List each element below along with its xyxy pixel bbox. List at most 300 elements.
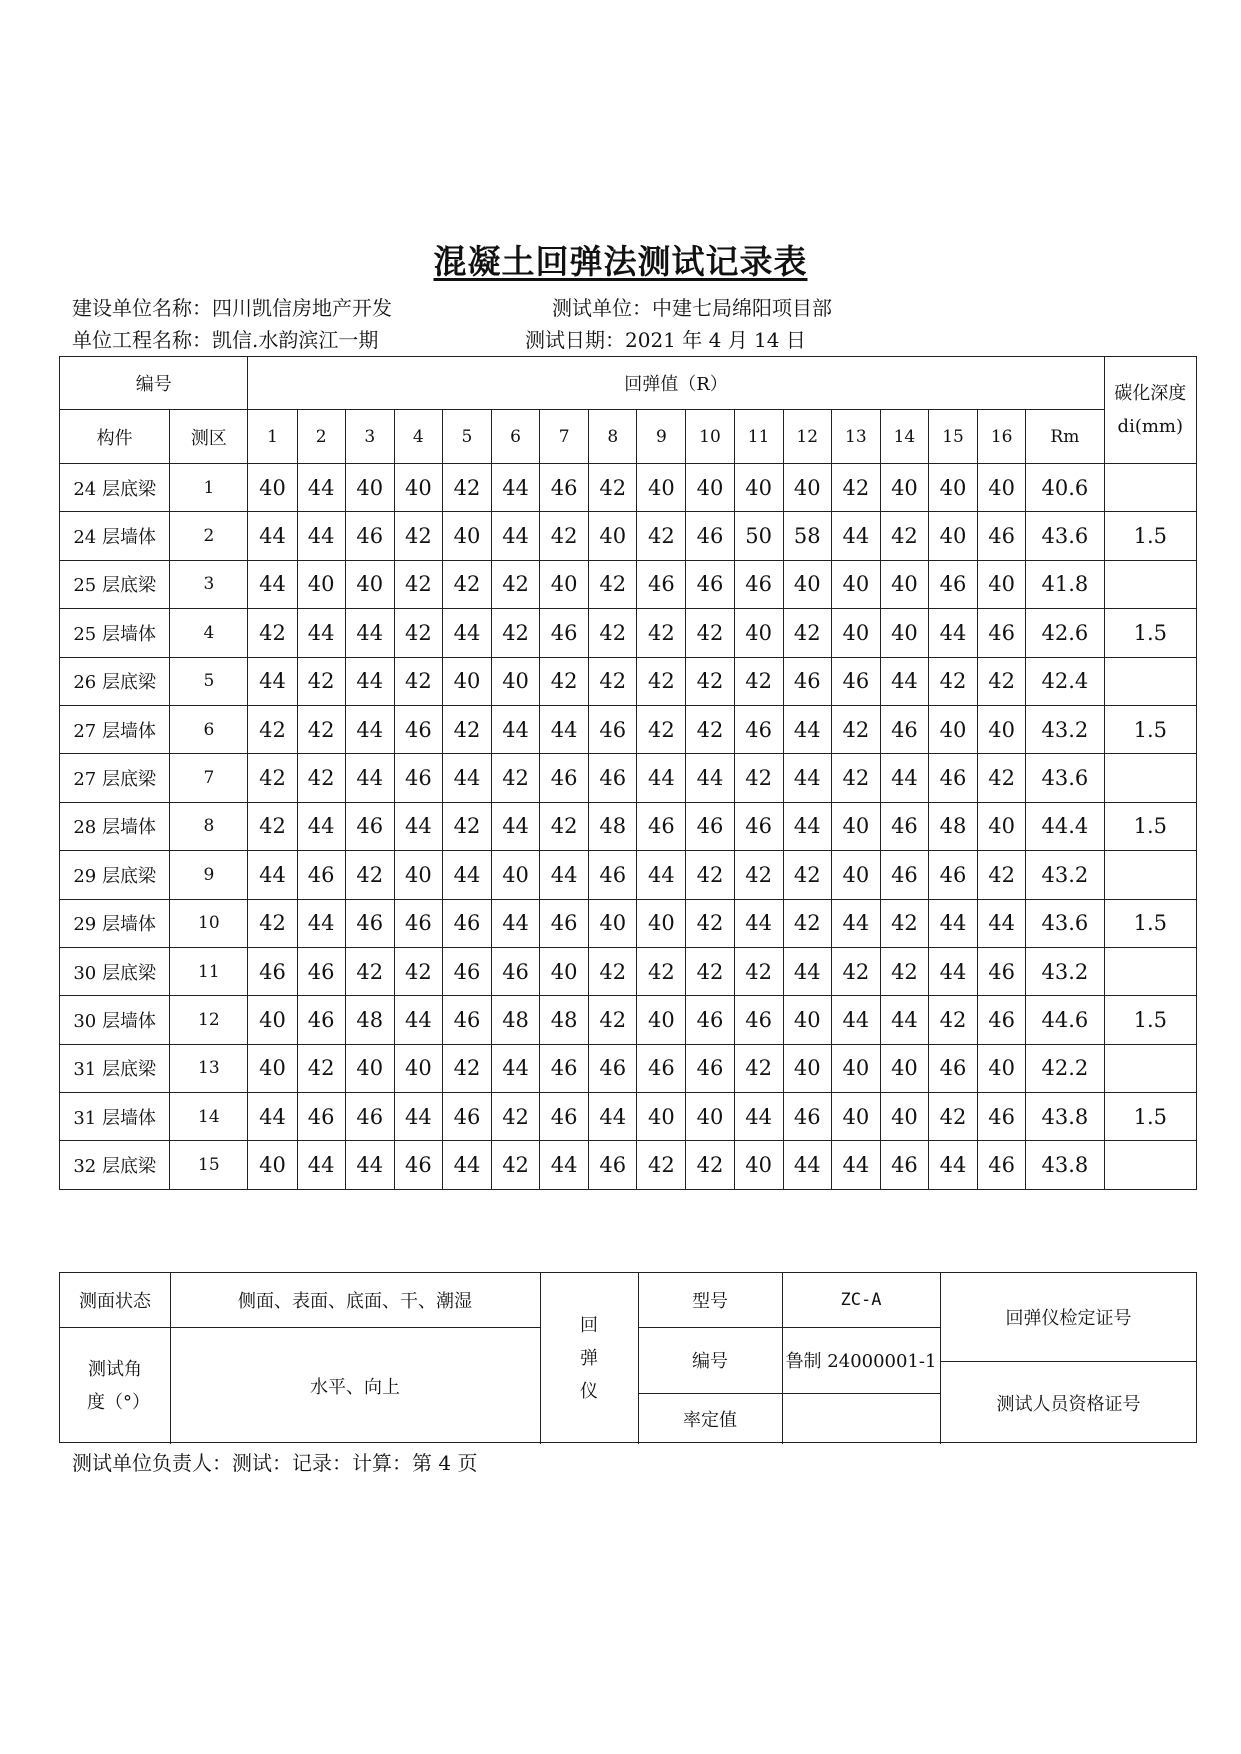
zone-cell: 11	[170, 947, 248, 995]
test-date-value: 2021 年 4 月 14 日	[625, 328, 806, 352]
value-cell: 46	[345, 1093, 394, 1141]
header-point-8: 8	[589, 410, 637, 464]
value-cell: 42	[297, 705, 345, 753]
value-cell: 42	[783, 899, 831, 947]
value-cell: 44	[248, 512, 297, 560]
component-cell: 24 层底梁	[60, 464, 170, 512]
test-unit-value: 中建七局绵阳项目部	[652, 296, 832, 320]
header-rm	[1026, 410, 1104, 464]
table-row	[60, 1044, 1197, 1092]
header-point-2: 2	[297, 410, 345, 464]
value-cell: 46	[248, 947, 297, 995]
value-cell: 46	[589, 1141, 637, 1189]
zone-cell: 7	[170, 754, 248, 802]
test-unit-info	[552, 292, 832, 321]
rm-cell: 42.4	[1026, 657, 1104, 705]
tester-cert-label: 测试人员资格证号	[996, 1393, 1141, 1415]
carbonation-cell	[1104, 1141, 1196, 1189]
value-cell: 44	[880, 754, 928, 802]
zone-cell: 5	[170, 657, 248, 705]
value-cell: 42	[978, 851, 1026, 899]
value-cell: 40	[978, 705, 1026, 753]
value-cell: 40	[831, 609, 880, 657]
value-cell: 40	[686, 1093, 734, 1141]
value-cell: 44	[442, 754, 491, 802]
value-cell: 40	[734, 464, 783, 512]
value-cell: 40	[978, 560, 1026, 608]
value-cell: 46	[637, 560, 686, 608]
value-cell: 42	[442, 1044, 491, 1092]
value-cell: 44	[880, 657, 928, 705]
value-cell: 44	[589, 1093, 637, 1141]
value-cell: 42	[589, 560, 637, 608]
value-cell: 42	[928, 657, 977, 705]
value-cell: 46	[297, 851, 345, 899]
table-row	[60, 754, 1197, 802]
value-cell: 42	[589, 657, 637, 705]
value-cell: 42	[686, 851, 734, 899]
value-cell: 46	[540, 1044, 589, 1092]
test-angle-label	[60, 1327, 170, 1444]
value-cell: 44	[783, 802, 831, 850]
value-cell: 40	[831, 1093, 880, 1141]
header-point-6: 6	[492, 410, 540, 464]
value-cell: 42	[248, 802, 297, 850]
test-unit-label: 测试单位：	[552, 296, 652, 320]
value-cell: 42	[492, 754, 540, 802]
value-cell: 42	[248, 609, 297, 657]
value-cell: 44	[248, 1093, 297, 1141]
value-cell: 40	[686, 464, 734, 512]
value-cell: 42	[297, 754, 345, 802]
client-info	[72, 292, 392, 321]
carbonation-cell: 1.5	[1104, 899, 1196, 947]
value-cell: 40	[637, 899, 686, 947]
value-cell: 44	[492, 802, 540, 850]
value-cell: 46	[394, 899, 442, 947]
rm-cell: 42.2	[1026, 1044, 1104, 1092]
table-row	[60, 851, 1197, 899]
hammer-label-text: 回弹仪	[580, 1315, 598, 1402]
value-cell: 46	[978, 996, 1026, 1044]
component-cell: 28 层墙体	[60, 802, 170, 850]
value-cell: 46	[637, 1044, 686, 1092]
rm-cell: 43.2	[1026, 705, 1104, 753]
value-cell: 40	[492, 657, 540, 705]
value-cell: 40	[248, 464, 297, 512]
table-row	[60, 512, 1197, 560]
value-cell: 46	[734, 802, 783, 850]
value-cell: 44	[492, 464, 540, 512]
value-cell: 46	[442, 899, 491, 947]
value-cell: 42	[442, 705, 491, 753]
value-cell: 42	[492, 1141, 540, 1189]
footer-info-box	[59, 1272, 1197, 1443]
rm-cell: 43.8	[1026, 1093, 1104, 1141]
component-cell: 27 层墙体	[60, 705, 170, 753]
value-cell: 42	[492, 609, 540, 657]
value-cell: 40	[880, 1044, 928, 1092]
rm-cell: 43.2	[1026, 851, 1104, 899]
value-cell: 46	[686, 1044, 734, 1092]
zone-cell: 8	[170, 802, 248, 850]
carbonation-cell	[1104, 754, 1196, 802]
value-cell: 42	[297, 657, 345, 705]
zone-cell: 14	[170, 1093, 248, 1141]
serial-label: 编号	[692, 1351, 728, 1372]
value-cell: 44	[492, 1044, 540, 1092]
table-row	[60, 609, 1197, 657]
value-cell: 40	[540, 560, 589, 608]
value-cell: 42	[686, 609, 734, 657]
header-component: 构件	[60, 410, 170, 464]
carbonation-cell	[1104, 1044, 1196, 1092]
value-cell: 42	[734, 754, 783, 802]
header-carbonation-text: 碳化深度di(mm)	[1114, 383, 1187, 437]
value-cell: 40	[978, 464, 1026, 512]
header-point-5: 5	[442, 410, 491, 464]
value-cell: 44	[297, 609, 345, 657]
value-cell: 40	[978, 802, 1026, 850]
value-cell: 44	[783, 947, 831, 995]
model-label: 型号	[692, 1291, 728, 1312]
value-cell: 46	[394, 1141, 442, 1189]
value-cell: 42	[686, 705, 734, 753]
surface-state-label: 测面状态	[79, 1291, 151, 1312]
value-cell: 40	[637, 996, 686, 1044]
value-cell: 46	[297, 996, 345, 1044]
value-cell: 40	[928, 464, 977, 512]
value-cell: 46	[928, 560, 977, 608]
carbonation-cell	[1104, 947, 1196, 995]
value-cell: 40	[248, 1044, 297, 1092]
table-row	[60, 1141, 1197, 1189]
value-cell: 46	[540, 1093, 589, 1141]
value-cell: 40	[345, 560, 394, 608]
value-cell: 44	[540, 1141, 589, 1189]
carbonation-cell	[1104, 464, 1196, 512]
value-cell: 44	[297, 1141, 345, 1189]
header-point-1: 1	[248, 410, 297, 464]
value-cell: 46	[978, 1141, 1026, 1189]
zone-cell: 12	[170, 996, 248, 1044]
component-cell: 26 层底梁	[60, 657, 170, 705]
value-cell: 46	[540, 754, 589, 802]
calibration-label: 率定值	[683, 1409, 737, 1431]
calibration-value	[782, 1393, 940, 1444]
value-cell: 48	[345, 996, 394, 1044]
value-cell: 58	[783, 512, 831, 560]
component-cell: 29 层底梁	[60, 851, 170, 899]
value-cell: 42	[589, 996, 637, 1044]
rm-cell: 44.6	[1026, 996, 1104, 1044]
serial-value: 鲁制 24000001-1	[785, 1351, 937, 1372]
value-cell: 44	[345, 657, 394, 705]
component-cell: 30 层底梁	[60, 947, 170, 995]
header-rebound: 回弹值（R）	[248, 357, 1104, 410]
value-cell: 40	[880, 609, 928, 657]
value-cell: 42	[637, 609, 686, 657]
component-cell: 32 层底梁	[60, 1141, 170, 1189]
project-label: 单位工程名称：	[72, 328, 212, 352]
value-cell: 44	[442, 609, 491, 657]
value-cell: 42	[540, 657, 589, 705]
value-cell: 42	[345, 851, 394, 899]
value-cell: 40	[783, 996, 831, 1044]
value-cell: 42	[928, 996, 977, 1044]
value-cell: 44	[637, 851, 686, 899]
value-cell: 46	[686, 996, 734, 1044]
zone-cell: 13	[170, 1044, 248, 1092]
value-cell: 42	[637, 657, 686, 705]
value-cell: 42	[880, 899, 928, 947]
value-cell: 42	[442, 802, 491, 850]
value-cell: 46	[297, 947, 345, 995]
value-cell: 42	[686, 947, 734, 995]
zone-cell: 3	[170, 560, 248, 608]
value-cell: 44	[492, 512, 540, 560]
value-cell: 46	[442, 947, 491, 995]
value-cell: 44	[978, 899, 1026, 947]
value-cell: 40	[880, 560, 928, 608]
zone-cell: 4	[170, 609, 248, 657]
value-cell: 40	[540, 947, 589, 995]
value-cell: 42	[978, 657, 1026, 705]
value-cell: 46	[734, 560, 783, 608]
value-cell: 44	[880, 996, 928, 1044]
component-cell: 27 层底梁	[60, 754, 170, 802]
value-cell: 46	[492, 947, 540, 995]
value-cell: 44	[297, 802, 345, 850]
component-cell: 31 层墙体	[60, 1093, 170, 1141]
header-point-14: 14	[880, 410, 928, 464]
header-point-12: 12	[783, 410, 831, 464]
table-row	[60, 464, 1197, 512]
test-angle-value: 水平、向上	[310, 1376, 400, 1398]
value-cell: 42	[978, 754, 1026, 802]
header-point-13: 13	[831, 410, 880, 464]
value-cell: 40	[345, 464, 394, 512]
value-cell: 48	[589, 802, 637, 850]
value-cell: 44	[540, 705, 589, 753]
value-cell: 42	[394, 609, 442, 657]
value-cell: 40	[442, 512, 491, 560]
rm-cell: 43.6	[1026, 899, 1104, 947]
test-angle-label-text: 测试角度（°）	[87, 1358, 150, 1413]
value-cell: 42	[831, 754, 880, 802]
value-cell: 42	[880, 512, 928, 560]
value-cell: 46	[686, 560, 734, 608]
value-cell: 42	[686, 1141, 734, 1189]
value-cell: 44	[540, 851, 589, 899]
value-cell: 46	[880, 851, 928, 899]
value-cell: 46	[831, 657, 880, 705]
carbonation-cell: 1.5	[1104, 512, 1196, 560]
value-cell: 40	[442, 657, 491, 705]
value-cell: 44	[492, 705, 540, 753]
value-cell: 42	[783, 609, 831, 657]
value-cell: 40	[831, 1044, 880, 1092]
value-cell: 46	[442, 1093, 491, 1141]
value-cell: 44	[831, 996, 880, 1044]
rm-cell: 43.2	[1026, 947, 1104, 995]
value-cell: 44	[734, 1093, 783, 1141]
value-cell: 44	[686, 754, 734, 802]
value-cell: 40	[345, 1044, 394, 1092]
value-cell: 42	[540, 802, 589, 850]
value-cell: 44	[442, 851, 491, 899]
header-point-15: 15	[928, 410, 977, 464]
header-number: 编号	[60, 357, 248, 410]
value-cell: 40	[928, 705, 977, 753]
value-cell: 46	[589, 705, 637, 753]
rebound-table	[59, 356, 1197, 1190]
value-cell: 44	[345, 705, 394, 753]
value-cell: 42	[589, 609, 637, 657]
value-cell: 40	[734, 1141, 783, 1189]
value-cell: 44	[637, 754, 686, 802]
value-cell: 44	[928, 899, 977, 947]
component-cell: 30 层墙体	[60, 996, 170, 1044]
value-cell: 42	[345, 947, 394, 995]
value-cell: 42	[492, 1093, 540, 1141]
header-row-1	[60, 357, 1197, 410]
header-carbonation	[1104, 357, 1196, 464]
value-cell: 40	[783, 560, 831, 608]
value-cell: 40	[394, 851, 442, 899]
value-cell: 42	[637, 947, 686, 995]
value-cell: 42	[589, 464, 637, 512]
header-rm-text: Rm	[1050, 426, 1080, 447]
value-cell: 44	[831, 899, 880, 947]
client-label: 建设单位名称：	[72, 296, 212, 320]
value-cell: 46	[734, 705, 783, 753]
zone-cell: 1	[170, 464, 248, 512]
value-cell: 46	[589, 754, 637, 802]
value-cell: 42	[734, 851, 783, 899]
value-cell: 42	[297, 1044, 345, 1092]
header-point-9: 9	[637, 410, 686, 464]
value-cell: 42	[248, 705, 297, 753]
carbonation-cell	[1104, 657, 1196, 705]
value-cell: 42	[637, 512, 686, 560]
value-cell: 44	[492, 899, 540, 947]
carbonation-cell: 1.5	[1104, 609, 1196, 657]
value-cell: 44	[394, 996, 442, 1044]
value-cell: 44	[345, 609, 394, 657]
surface-state-value: 侧面、表面、底面、干、潮湿	[238, 1291, 472, 1312]
value-cell: 50	[734, 512, 783, 560]
component-cell: 24 层墙体	[60, 512, 170, 560]
value-cell: 42	[248, 754, 297, 802]
value-cell: 42	[589, 947, 637, 995]
value-cell: 42	[880, 947, 928, 995]
rm-cell: 43.8	[1026, 1141, 1104, 1189]
value-cell: 46	[880, 802, 928, 850]
value-cell: 44	[345, 754, 394, 802]
value-cell: 42	[686, 657, 734, 705]
value-cell: 44	[394, 1093, 442, 1141]
carbonation-cell	[1104, 851, 1196, 899]
value-cell: 44	[734, 899, 783, 947]
rm-cell: 44.4	[1026, 802, 1104, 850]
value-cell: 46	[880, 705, 928, 753]
header-zone: 测区	[170, 410, 248, 464]
header-point-4: 4	[394, 410, 442, 464]
project-value: 凯信.水韵滨江一期	[212, 328, 379, 352]
value-cell: 48	[540, 996, 589, 1044]
value-cell: 44	[297, 464, 345, 512]
model-value: ZC-A	[840, 1290, 882, 1310]
hammer-cert-label: 回弹仪检定证号	[1005, 1308, 1132, 1329]
value-cell: 44	[297, 512, 345, 560]
component-cell: 25 层墙体	[60, 609, 170, 657]
rm-cell: 43.6	[1026, 512, 1104, 560]
value-cell: 44	[831, 1141, 880, 1189]
table-row	[60, 705, 1197, 753]
value-cell: 42	[637, 705, 686, 753]
value-cell: 42	[734, 1044, 783, 1092]
value-cell: 40	[248, 1141, 297, 1189]
value-cell: 40	[783, 1044, 831, 1092]
value-cell: 46	[978, 512, 1026, 560]
value-cell: 40	[831, 802, 880, 850]
value-cell: 40	[831, 851, 880, 899]
value-cell: 44	[248, 657, 297, 705]
header-point-16: 16	[978, 410, 1026, 464]
table-row	[60, 1093, 1197, 1141]
value-cell: 46	[686, 512, 734, 560]
value-cell: 44	[783, 705, 831, 753]
value-cell: 46	[783, 657, 831, 705]
value-cell: 46	[540, 899, 589, 947]
value-cell: 46	[345, 899, 394, 947]
value-cell: 46	[783, 1093, 831, 1141]
value-cell: 46	[297, 1093, 345, 1141]
value-cell: 46	[734, 996, 783, 1044]
zone-cell: 10	[170, 899, 248, 947]
value-cell: 46	[978, 609, 1026, 657]
value-cell: 44	[928, 609, 977, 657]
carbonation-cell: 1.5	[1104, 996, 1196, 1044]
value-cell: 48	[492, 996, 540, 1044]
zone-cell: 9	[170, 851, 248, 899]
value-cell: 40	[831, 560, 880, 608]
value-cell: 42	[831, 464, 880, 512]
rm-cell: 42.6	[1026, 609, 1104, 657]
value-cell: 46	[978, 947, 1026, 995]
value-cell: 46	[880, 1141, 928, 1189]
value-cell: 44	[928, 947, 977, 995]
value-cell: 42	[540, 512, 589, 560]
value-cell: 40	[880, 1093, 928, 1141]
hammer-label	[540, 1273, 638, 1444]
value-cell: 42	[783, 851, 831, 899]
rm-cell: 41.8	[1026, 560, 1104, 608]
value-cell: 42	[442, 464, 491, 512]
carbonation-cell: 1.5	[1104, 705, 1196, 753]
value-cell: 46	[928, 1044, 977, 1092]
project-info	[72, 324, 378, 353]
table-row	[60, 802, 1197, 850]
value-cell: 44	[345, 1141, 394, 1189]
rm-cell: 43.6	[1026, 754, 1104, 802]
carbonation-cell: 1.5	[1104, 1093, 1196, 1141]
component-cell: 25 层底梁	[60, 560, 170, 608]
value-cell: 42	[831, 705, 880, 753]
value-cell: 40	[783, 464, 831, 512]
value-cell: 44	[783, 1141, 831, 1189]
